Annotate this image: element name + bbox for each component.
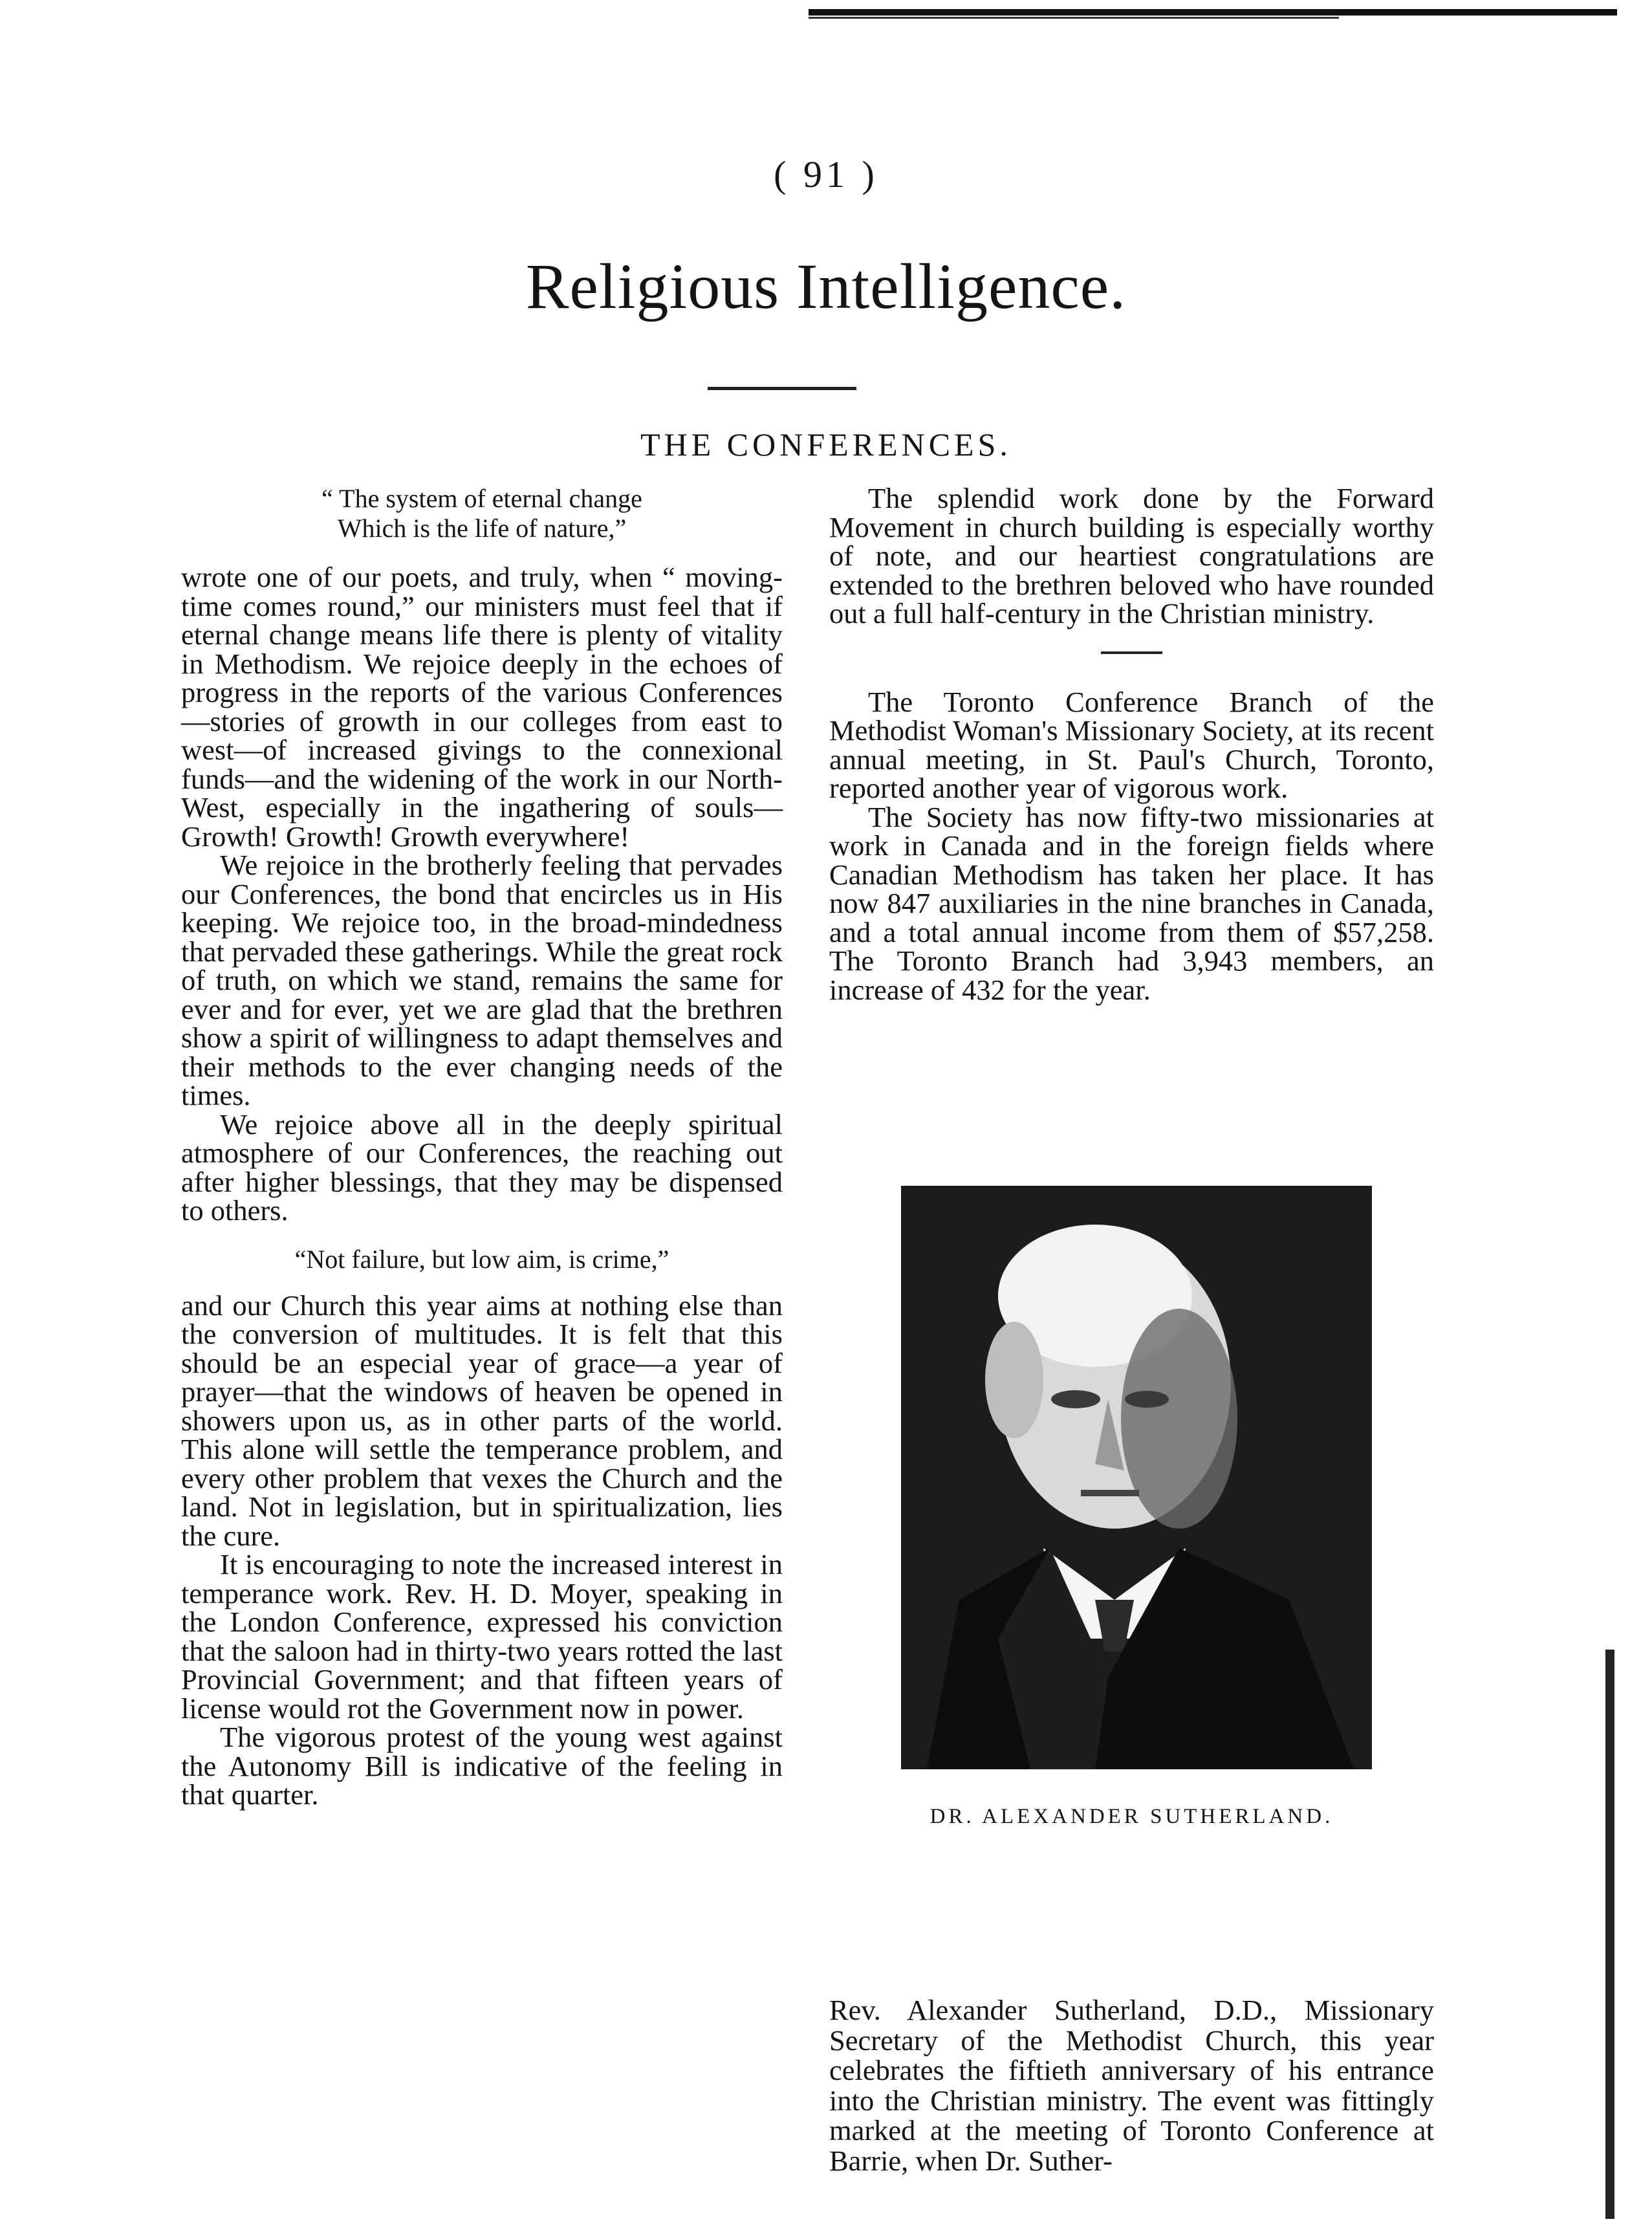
section-divider: [1101, 651, 1162, 654]
scan-edge-mark: [1605, 1650, 1614, 2219]
paragraph: We rejoice in the brotherly feeling that pervades our Conferences, the bond that encircles us in His keeping. We rejoice too, in the broad-mindedness that pervaded these gatherings. While the great rock of truth, on which we stand, remains the same for ever and for ever, yet we are glad that the brethren show a spirit of willingness to adapt themselves and their methods to the ever changing needs of the times.: [181, 849, 783, 1111]
paragraph: and our Church this year aims at nothing else than the conversion of multitudes. It is felt that this should be an especial year of grace—a year of prayer—that the windows of heaven be opened in showers upon us, as in other parts of the world. This alone will settle the temperance problem, and every other problem that vexes the Church and the land. Not in legislation, but in spiritualization, lies the cure.: [181, 1289, 783, 1552]
paragraph: The Toronto Conference Branch of the Methodist Woman's Missionary Society, at its recent annual meeting, in St. Paul's Church, Toronto, reported another year of vigorous work.: [829, 685, 1434, 804]
paragraph: We rejoice above all in the deeply spiritual atmosphere of our Conferences, the reaching out after higher blessings, that they may be dispensed to others.: [181, 1108, 783, 1227]
photo-caption: DR. ALEXANDER SUTHERLAND.: [929, 1805, 1334, 1828]
right-column: [829, 484, 1434, 1004]
top-rule: [809, 9, 1617, 16]
page-title: Religious Intelligence.: [525, 250, 1127, 322]
paragraph: Rev. Alexander Sutherland, D.D., Missionary Secretary of the Methodist Church, this year celebrates the fiftieth anniversary of his entrance into the Christian ministry. The event was fittingly marked at the meeting of Toronto Conference at Barrie, when Dr. Suther-: [829, 1994, 1434, 2177]
page-number: ( 91 ): [774, 153, 878, 195]
portrait-photo: [901, 1186, 1372, 1769]
epigraph-line-2: Which is the life of nature,”: [337, 514, 627, 543]
title-divider: [708, 387, 856, 390]
left-column: [181, 484, 783, 1809]
epigraph-line-1: “ The system of eternal change: [321, 484, 642, 513]
paragraph: wrote one of our poets, and truly, when “ moving-time comes round,” our ministers must feel that if eternal change means life there is plenty of vitality in Methodism. We rejoice deeply in the echoes of progress in the reports of the various Conferences—stories of growth in our colleges from east to west—of increased givings to the connexional funds—and the widening of the work in our North-West, especially in the ingathering of souls—Growth! Growth! Growth everywhere!: [181, 561, 783, 853]
epigraph-quote: “Not failure, but low aim, is crime,”: [294, 1244, 669, 1274]
paragraph: It is encouraging to note the increased interest in temperance work. Rev. H. D. Moyer, speaking in the London Conference, expressed his conviction that the saloon had in thirty-two years rotted the last Provincial Government; and that fifteen years of license would rot the Government now in power.: [181, 1548, 783, 1725]
paragraph: The vigorous protest of the young west against the Autonomy Bill is indicative of the feeling in that quarter.: [181, 1721, 783, 1811]
top-rule-thin: [809, 17, 1339, 19]
paragraph: The Society has now fifty-two missionaries at work in Canada and in the foreign fields where Canadian Methodism has taken her place. It has now 847 auxiliaries in the nine branches in Canada, and a total annual income from them of $57,258. The Toronto Branch had 3,943 members, an increase of 432 for the year.: [829, 800, 1434, 1006]
paragraph: The splendid work done by the Forward Movement in church building is especially worthy of note, and our heartiest congratulations are extended to the brethren beloved who have rounded out a full half-century in the Christian ministry.: [829, 482, 1434, 629]
right-column-lower: [829, 1995, 1434, 2176]
section-heading: THE CONFERENCES.: [640, 426, 1012, 463]
